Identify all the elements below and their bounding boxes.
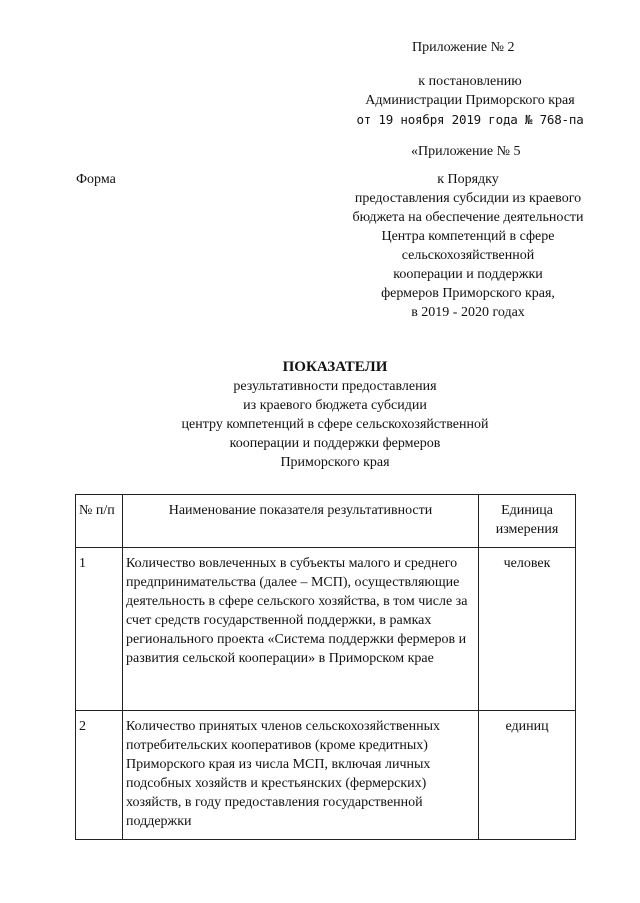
procedure-line: к Порядку	[437, 172, 499, 187]
title-line: кооперации и поддержки фермеров	[229, 436, 441, 451]
annex-2-label: Приложение № 2	[412, 40, 515, 55]
procedure-line: в 2019 - 2020 годах	[411, 305, 525, 320]
procedure-line: фермеров Приморского края,	[381, 286, 555, 301]
form-label: Форма	[76, 172, 116, 187]
table-header-row	[76, 495, 576, 548]
document-title	[120, 358, 550, 472]
procedure-line: кооперации и поддержки	[393, 267, 543, 282]
title-line: из краевого бюджета субсидии	[243, 398, 427, 413]
to-resolution-text: к постановлению	[418, 74, 522, 89]
procedure-line: предоставления субсидии из краевого	[354, 191, 582, 206]
header-num: № п/п	[76, 495, 123, 548]
annex-5-label: «Приложение № 5	[411, 144, 521, 159]
administration-text: Администрации Приморского края	[365, 93, 575, 108]
table-row	[76, 711, 576, 840]
row-unit: человек	[479, 548, 576, 711]
row-indicator-name: Количество вовлеченных в субъекты малого и среднего предпринимательства (далее – МСП), осуществляющие деятельность в сфере сельского хозяйства, в том числе за счет средств государственной поддержки, в рамках регионального проекта «Система поддержки фермеров и развития сельской кооперации» в Приморском крае	[123, 548, 479, 711]
procedure-line: сельскохозяйственной	[401, 248, 535, 263]
procedure-line: Центра компетенций в сфере	[381, 229, 555, 244]
title-line: Приморского края	[280, 455, 390, 470]
row-indicator-name: Количество принятых членов сельскохозяйственных потребительских кооперативов (кроме кредитных) Приморского края из числа МСП, включая личных подсобных хозяйств и крестьянских (фермерских) хозяйств, в году предоставления государственной поддержки	[123, 711, 479, 840]
date-number-stamp: от 19 ноября 2019 года № 768-па	[356, 112, 584, 127]
procedure-reference-block	[336, 170, 600, 322]
row-num: 1	[76, 548, 123, 711]
row-num: 2	[76, 711, 123, 840]
title-heading: ПОКАЗАТЕЛИ	[282, 359, 388, 375]
header-unit: Единица измерения	[479, 495, 576, 548]
title-line: центру компетенций в сфере сельскохозяйственной	[181, 417, 489, 432]
resolution-block	[340, 72, 600, 129]
table-row	[76, 548, 576, 711]
procedure-line: бюджета на обеспечение деятельности	[352, 210, 584, 225]
row-unit: единиц	[479, 711, 576, 840]
header-name: Наименование показателя результативности	[123, 495, 479, 548]
title-line: результативности предоставления	[233, 379, 437, 394]
indicators-table	[75, 494, 576, 840]
